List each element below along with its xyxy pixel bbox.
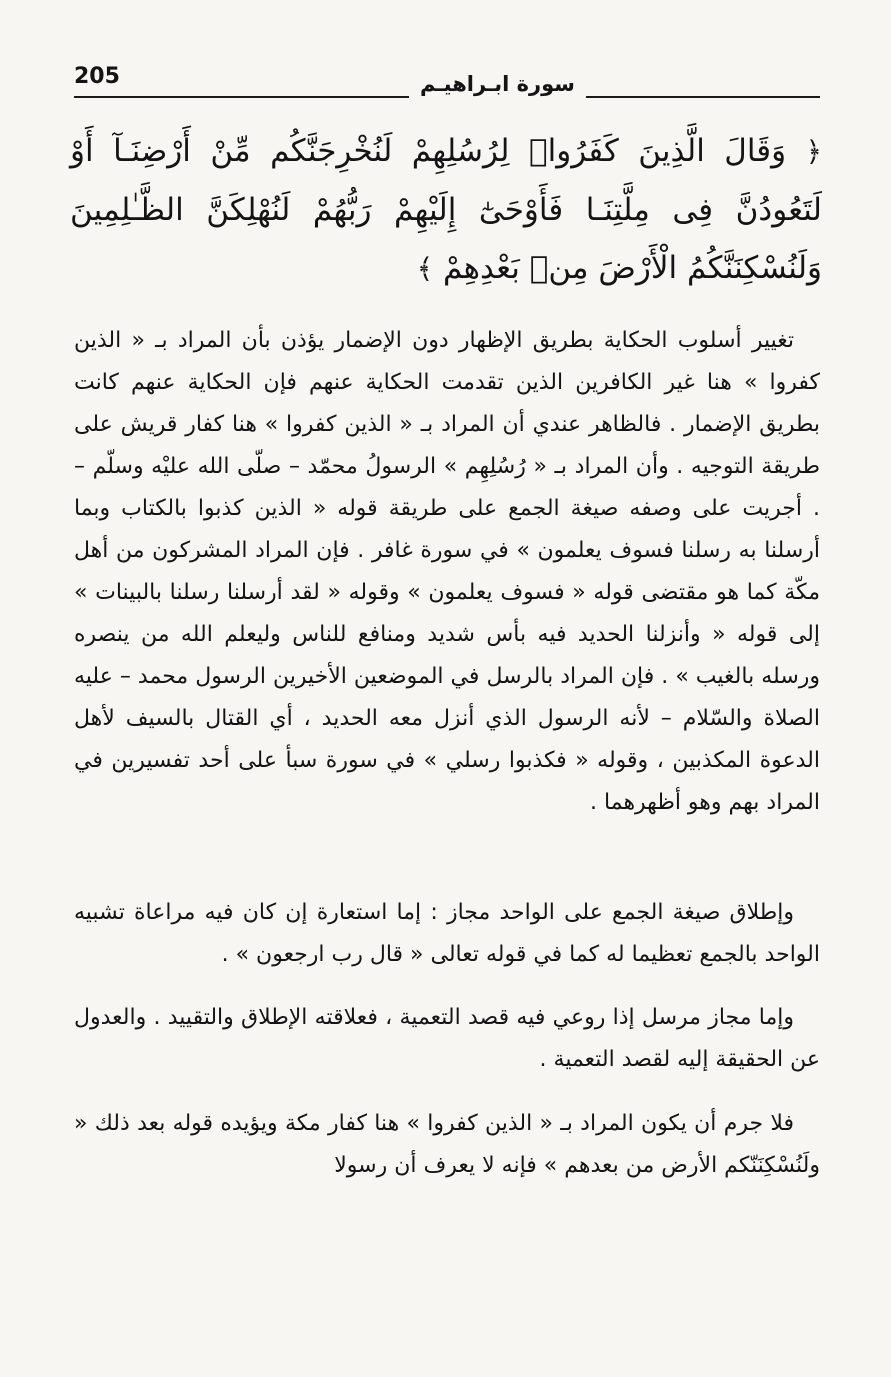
commentary-paragraph-1 bbox=[74, 320, 820, 824]
verse-open-ornament: ﴿ bbox=[805, 135, 822, 168]
commentary-paragraph-2 bbox=[74, 892, 820, 976]
paragraph-text: فلا جرم أن يكون المراد بـ « الذين كفروا » هنا كفار مكة ويؤيده قوله بعد ذلك « ولَنُسْكِنَنّكم الأرض من بعدهم » فإنه لا يعرف أن رسولا bbox=[74, 1111, 820, 1178]
surah-title: سورة ابـراهيـم bbox=[420, 72, 575, 96]
commentary-paragraph-3 bbox=[74, 997, 820, 1081]
header-rule-right bbox=[586, 96, 820, 98]
commentary-paragraph-4 bbox=[74, 1103, 820, 1187]
paragraph-text: وإطلاق صيغة الجمع على الواحد مجاز : إما استعارة إن كان فيه مراعاة تشبيه الواحد بالجمع تعظيما له كما في قوله تعالى « قال رب ارجعون » . bbox=[74, 900, 820, 967]
quran-verse bbox=[70, 122, 822, 298]
verse-text: وَقَالَ الَّذِينَ كَفَرُوا۟ لِرُسُلِهِمْ لَنُخْرِجَنَّكُم مِّنْ أَرْضِنَـآ أَوْ لَتَعُودُنَّ فِى مِلَّتِنَـا فَأَوْحَىٰٓ إِلَيْهِمْ رَبُّهُمْ لَنُهْلِكَنَّ الظَّـٰلِمِينَ وَلَنُسْكِنَنَّكُمُ الْأَرْضَ مِنۢ بَعْدِهِمْ bbox=[70, 133, 822, 286]
page-number: 205 bbox=[74, 64, 120, 89]
verse-close-ornament: ﴾ bbox=[416, 252, 434, 285]
header-rule-left bbox=[74, 96, 409, 98]
paragraph-text: وإما مجاز مرسل إذا روعي فيه قصد التعمية ، فعلاقته الإطلاق والتقييد . والعدول عن الحقيقة إليه لقصد التعمية . bbox=[74, 1005, 820, 1072]
paragraph-text: تغيير أسلوب الحكاية بطريق الإظهار دون الإضمار يؤذن بأن المراد بـ « الذين كفروا » هنا غير الكافرين الذين تقدمت الحكاية عنهم فإن الحكاية عنهم كانت بطريق الإضمار . فالظاهر عندي أن المراد بـ « الذين كفروا » هنا كفار قريش على طريقة التوجيه . وأن المراد بـ « رُسُلِهِم » الرسولُ محمّد – صلّى الله عليْه وسلّم – . أجريت على وصفه صيغة الجمع على طريقة قوله « الذين كذبوا بالكتاب وبما أرسلنا به رسلنا فسوف يعلمون » في سورة غافر . فإن المراد المشركون من أهل مكّة كما هو مقتضى قوله « فسوف يعلمون » وقوله « لقد أرسلنا رسلنا بالبينات » إلى قوله « وأنزلنا الحديد فيه بأس شديد ومنافع للناس وليعلم الله من ينصره ورسله بالغيب » . فإن المراد بالرسل في الموضعين الأخيرين الرسول محمد – عليه الصلاة والسّلام – لأنه الرسول الذي أنزل معه الحديد ، أي القتال بالسيف لأهل الدعوة المكذبين ، وقوله « فكذبوا رسلي » في سورة سبأ على أحد تفسيرين في المراد بهم وهو أظهرهما . bbox=[74, 328, 820, 815]
